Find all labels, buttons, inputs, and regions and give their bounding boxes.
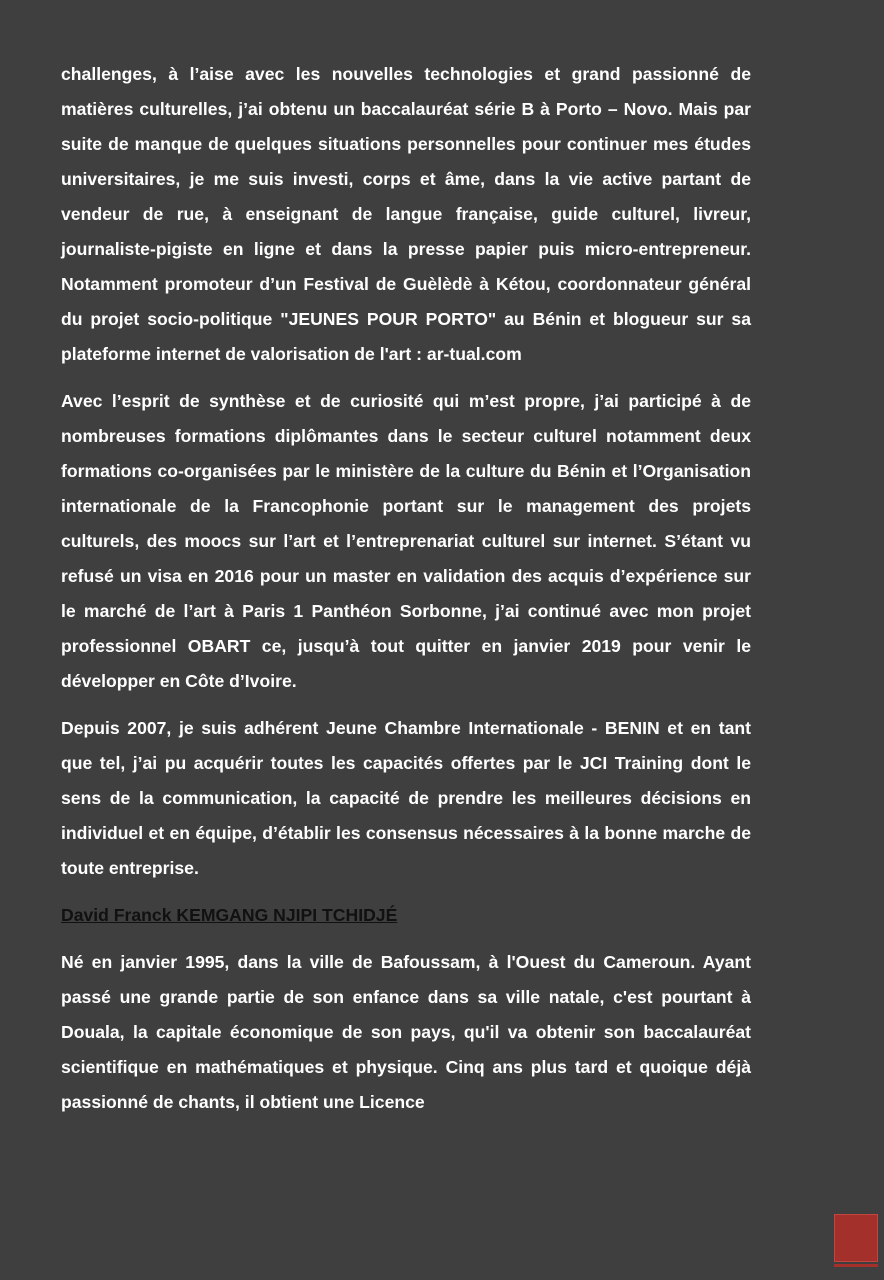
document-body <box>61 57 751 1132</box>
section-heading: David Franck KEMGANG NJIPI TCHIDJÉ <box>61 905 398 925</box>
paragraph-intro: challenges, à l’aise avec les nouvelles technologies et grand passionné de matières culturelles, j’ai obtenu un baccalauréat série B à Porto – Novo. Mais par suite de manque de quelques situations personnelles pour continuer mes études universitaires, je me suis investi, corps et âme, dans la vie active partant de vendeur de rue, à enseignant de langue française, guide culturel, livreur, journaliste-pigiste en ligne et dans la presse papier puis micro-entrepreneur. Notamment promoteur d’un Festival de Guèlèdè à Kétou, coordonnateur général du projet socio-politique "JEUNES POUR PORTO" au Bénin et blogueur sur sa plateforme internet de valorisation de l'art : ar-tual.com <box>61 64 751 364</box>
paragraph-biography: Né en janvier 1995, dans la ville de Bafoussam, à l'Ouest du Cameroun. Ayant passé une grande partie de son enfance dans sa ville natale, c'est pourtant à Douala, la capitale économique de son pays, qu'il va obtenir son baccalauréat scientifique en mathématiques et physique. Cinq ans plus tard et quoique déjà passionné de chants, il obtient une Licence <box>61 952 751 1112</box>
page-corner-line <box>834 1264 878 1267</box>
page-corner-badge <box>834 1214 878 1262</box>
paragraph-trainings: Avec l’esprit de synthèse et de curiosité qui m’est propre, j’ai participé à de nombreuses formations diplômantes dans le secteur culturel notamment deux formations co-organisées par le ministère de la culture du Bénin et l’Organisation internationale de la Francophonie portant sur le management des projets culturels, des moocs sur l’art et l’entreprenariat culturel sur internet. S’étant vu refusé un visa en 2016 pour un master en validation des acquis d’expérience sur le marché de l’art à Paris 1 Panthéon Sorbonne, j’ai continué avec mon projet professionnel OBART ce, jusqu’à tout quitter en janvier 2019 pour venir le développer en Côte d’Ivoire. <box>61 391 751 691</box>
paragraph-jci: Depuis 2007, je suis adhérent Jeune Chambre Internationale - BENIN et en tant que tel, j’ai pu acquérir toutes les capacités offertes par le JCI Training dont le sens de la communication, la capacité de prendre les meilleures décisions en individuel et en équipe, d’établir les consensus nécessaires à la bonne marche de toute entreprise. <box>61 718 751 878</box>
